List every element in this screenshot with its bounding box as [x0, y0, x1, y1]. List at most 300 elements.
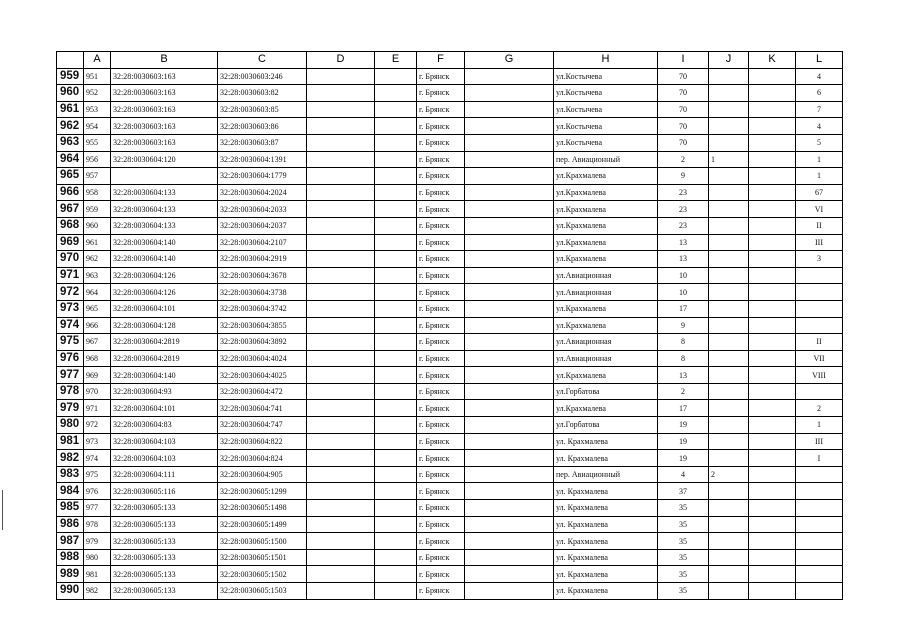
- cell-col-c[interactable]: 32:28:0030604:822: [218, 433, 307, 450]
- cell-col-f[interactable]: г. Брянск: [417, 367, 465, 384]
- row-header[interactable]: 978: [57, 383, 84, 400]
- cell-col-k[interactable]: [749, 367, 796, 384]
- cell-col-l[interactable]: VII: [796, 350, 843, 367]
- cell-col-e[interactable]: [375, 267, 417, 284]
- cell-col-b[interactable]: 32:28:0030604:140: [111, 251, 218, 268]
- cell-col-d[interactable]: [307, 251, 375, 268]
- cell-col-e[interactable]: [375, 367, 417, 384]
- cell-col-d[interactable]: [307, 483, 375, 500]
- cell-col-d[interactable]: [307, 168, 375, 185]
- cell-col-e[interactable]: [375, 68, 417, 85]
- cell-col-i[interactable]: 35: [658, 549, 709, 566]
- cell-col-l[interactable]: 3: [796, 251, 843, 268]
- cell-col-i[interactable]: 23: [658, 201, 709, 218]
- cell-col-l[interactable]: [796, 583, 843, 600]
- cell-col-a[interactable]: 959: [84, 201, 111, 218]
- cell-col-e[interactable]: [375, 317, 417, 334]
- cell-col-g[interactable]: [465, 284, 554, 301]
- cell-col-i[interactable]: 70: [658, 118, 709, 135]
- cell-col-h[interactable]: ул.Крахмалева: [554, 367, 658, 384]
- cell-col-l[interactable]: [796, 566, 843, 583]
- cell-col-k[interactable]: [749, 466, 796, 483]
- row-header[interactable]: 971: [57, 267, 84, 284]
- cell-col-b[interactable]: 32:28:0030605:116: [111, 483, 218, 500]
- row-header[interactable]: 979: [57, 400, 84, 417]
- cell-col-l[interactable]: II: [796, 334, 843, 351]
- cell-col-i[interactable]: 2: [658, 151, 709, 168]
- cell-col-e[interactable]: [375, 400, 417, 417]
- cell-col-f[interactable]: г. Брянск: [417, 184, 465, 201]
- cell-col-e[interactable]: [375, 566, 417, 583]
- cell-col-g[interactable]: [465, 85, 554, 102]
- cell-col-c[interactable]: 32:28:0030604:3892: [218, 334, 307, 351]
- cell-col-j[interactable]: [709, 383, 749, 400]
- cell-col-c[interactable]: 32:28:0030604:3742: [218, 300, 307, 317]
- cell-col-e[interactable]: [375, 184, 417, 201]
- cell-col-j[interactable]: [709, 450, 749, 467]
- row-header[interactable]: 962: [57, 118, 84, 135]
- cell-col-c[interactable]: 32:28:0030605:1502: [218, 566, 307, 583]
- row-header[interactable]: 974: [57, 317, 84, 334]
- cell-col-c[interactable]: 32:28:0030604:741: [218, 400, 307, 417]
- cell-col-f[interactable]: г. Брянск: [417, 500, 465, 517]
- cell-col-b[interactable]: 32:28:0030604:111: [111, 466, 218, 483]
- cell-col-g[interactable]: [465, 267, 554, 284]
- column-header-e[interactable]: E: [375, 52, 417, 69]
- row-header[interactable]: 983: [57, 466, 84, 483]
- cell-col-h[interactable]: ул.Костычева: [554, 85, 658, 102]
- cell-col-l[interactable]: 2: [796, 400, 843, 417]
- cell-col-i[interactable]: 70: [658, 134, 709, 151]
- cell-col-i[interactable]: 19: [658, 433, 709, 450]
- row-header[interactable]: 972: [57, 284, 84, 301]
- cell-col-i[interactable]: 17: [658, 400, 709, 417]
- cell-col-g[interactable]: [465, 101, 554, 118]
- row-header[interactable]: 981: [57, 433, 84, 450]
- cell-col-d[interactable]: [307, 134, 375, 151]
- cell-col-b[interactable]: 32:28:0030605:133: [111, 533, 218, 550]
- cell-col-d[interactable]: [307, 85, 375, 102]
- row-header[interactable]: 969: [57, 234, 84, 251]
- cell-col-j[interactable]: [709, 350, 749, 367]
- cell-col-h[interactable]: ул.Крахмалева: [554, 217, 658, 234]
- cell-col-a[interactable]: 965: [84, 300, 111, 317]
- cell-col-b[interactable]: 32:28:0030605:133: [111, 549, 218, 566]
- row-header[interactable]: 959: [57, 68, 84, 85]
- cell-col-j[interactable]: [709, 217, 749, 234]
- cell-col-g[interactable]: [465, 317, 554, 334]
- cell-col-l[interactable]: 5: [796, 134, 843, 151]
- cell-col-j[interactable]: [709, 118, 749, 135]
- cell-col-j[interactable]: [709, 234, 749, 251]
- cell-col-e[interactable]: [375, 85, 417, 102]
- cell-col-j[interactable]: [709, 566, 749, 583]
- cell-col-h[interactable]: ул. Крахмалева: [554, 549, 658, 566]
- cell-col-g[interactable]: [465, 334, 554, 351]
- cell-col-a[interactable]: 961: [84, 234, 111, 251]
- cell-col-c[interactable]: 32:28:0030604:2107: [218, 234, 307, 251]
- cell-col-f[interactable]: г. Брянск: [417, 300, 465, 317]
- row-header[interactable]: 963: [57, 134, 84, 151]
- cell-col-d[interactable]: [307, 317, 375, 334]
- cell-col-h[interactable]: ул.Костычева: [554, 68, 658, 85]
- cell-col-c[interactable]: 32:28:0030604:1779: [218, 168, 307, 185]
- cell-col-a[interactable]: 953: [84, 101, 111, 118]
- cell-col-i[interactable]: 70: [658, 101, 709, 118]
- cell-col-c[interactable]: 32:28:0030605:1498: [218, 500, 307, 517]
- cell-col-d[interactable]: [307, 217, 375, 234]
- cell-col-l[interactable]: III: [796, 433, 843, 450]
- column-header-j[interactable]: J: [709, 52, 749, 69]
- cell-col-j[interactable]: 1: [709, 151, 749, 168]
- cell-col-g[interactable]: [465, 151, 554, 168]
- cell-col-j[interactable]: [709, 168, 749, 185]
- cell-col-i[interactable]: 8: [658, 350, 709, 367]
- cell-col-k[interactable]: [749, 483, 796, 500]
- cell-col-k[interactable]: [749, 350, 796, 367]
- cell-col-e[interactable]: [375, 466, 417, 483]
- cell-col-k[interactable]: [749, 500, 796, 517]
- cell-col-d[interactable]: [307, 201, 375, 218]
- cell-col-i[interactable]: 19: [658, 450, 709, 467]
- cell-col-j[interactable]: [709, 433, 749, 450]
- cell-col-i[interactable]: 70: [658, 68, 709, 85]
- cell-col-f[interactable]: г. Брянск: [417, 151, 465, 168]
- column-header-a[interactable]: A: [84, 52, 111, 69]
- row-header[interactable]: 990: [57, 583, 84, 600]
- cell-col-h[interactable]: ул.Авиационная: [554, 267, 658, 284]
- column-header-c[interactable]: C: [218, 52, 307, 69]
- cell-col-k[interactable]: [749, 101, 796, 118]
- cell-col-f[interactable]: г. Брянск: [417, 134, 465, 151]
- row-header[interactable]: 980: [57, 417, 84, 434]
- cell-col-a[interactable]: 967: [84, 334, 111, 351]
- row-header[interactable]: 976: [57, 350, 84, 367]
- cell-col-b[interactable]: 32:28:0030604:103: [111, 450, 218, 467]
- cell-col-h[interactable]: ул. Крахмалева: [554, 483, 658, 500]
- cell-col-d[interactable]: [307, 151, 375, 168]
- cell-col-a[interactable]: 982: [84, 583, 111, 600]
- cell-col-a[interactable]: 970: [84, 383, 111, 400]
- cell-col-j[interactable]: 2: [709, 466, 749, 483]
- cell-col-h[interactable]: ул.Крахмалева: [554, 201, 658, 218]
- cell-col-a[interactable]: 978: [84, 516, 111, 533]
- cell-col-a[interactable]: 969: [84, 367, 111, 384]
- row-header[interactable]: 966: [57, 184, 84, 201]
- row-header[interactable]: 986: [57, 516, 84, 533]
- cell-col-e[interactable]: [375, 500, 417, 517]
- cell-col-i[interactable]: 13: [658, 251, 709, 268]
- cell-col-k[interactable]: [749, 217, 796, 234]
- cell-col-a[interactable]: 966: [84, 317, 111, 334]
- cell-col-k[interactable]: [749, 450, 796, 467]
- cell-col-j[interactable]: [709, 417, 749, 434]
- cell-col-f[interactable]: г. Брянск: [417, 217, 465, 234]
- cell-col-k[interactable]: [749, 433, 796, 450]
- cell-col-l[interactable]: III: [796, 234, 843, 251]
- cell-col-k[interactable]: [749, 334, 796, 351]
- cell-col-l[interactable]: [796, 483, 843, 500]
- cell-col-k[interactable]: [749, 267, 796, 284]
- cell-col-a[interactable]: 968: [84, 350, 111, 367]
- cell-col-c[interactable]: 32:28:0030604:2024: [218, 184, 307, 201]
- cell-col-a[interactable]: 960: [84, 217, 111, 234]
- cell-col-c[interactable]: 32:28:0030604:3855: [218, 317, 307, 334]
- cell-col-c[interactable]: 32:28:0030604:905: [218, 466, 307, 483]
- row-header[interactable]: 970: [57, 251, 84, 268]
- row-header[interactable]: 967: [57, 201, 84, 218]
- cell-col-h[interactable]: ул.Крахмалева: [554, 300, 658, 317]
- cell-col-f[interactable]: г. Брянск: [417, 85, 465, 102]
- cell-col-l[interactable]: 1: [796, 168, 843, 185]
- cell-col-h[interactable]: ул.Крахмалева: [554, 184, 658, 201]
- cell-col-c[interactable]: 32:28:0030604:3678: [218, 267, 307, 284]
- cell-col-b[interactable]: 32:28:0030605:133: [111, 516, 218, 533]
- cell-col-i[interactable]: 13: [658, 367, 709, 384]
- cell-col-l[interactable]: 1: [796, 151, 843, 168]
- row-header[interactable]: 984: [57, 483, 84, 500]
- cell-col-g[interactable]: [465, 533, 554, 550]
- cell-col-b[interactable]: 32:28:0030604:133: [111, 201, 218, 218]
- cell-col-e[interactable]: [375, 251, 417, 268]
- cell-col-k[interactable]: [749, 566, 796, 583]
- cell-col-f[interactable]: г. Брянск: [417, 383, 465, 400]
- cell-col-g[interactable]: [465, 450, 554, 467]
- cell-col-d[interactable]: [307, 267, 375, 284]
- cell-col-i[interactable]: 9: [658, 168, 709, 185]
- cell-col-j[interactable]: [709, 549, 749, 566]
- row-header[interactable]: 964: [57, 151, 84, 168]
- cell-col-e[interactable]: [375, 583, 417, 600]
- cell-col-f[interactable]: г. Брянск: [417, 566, 465, 583]
- cell-col-c[interactable]: 32:28:0030604:4025: [218, 367, 307, 384]
- cell-col-e[interactable]: [375, 483, 417, 500]
- cell-col-j[interactable]: [709, 101, 749, 118]
- cell-col-g[interactable]: [465, 184, 554, 201]
- cell-col-d[interactable]: [307, 417, 375, 434]
- cell-col-i[interactable]: 13: [658, 234, 709, 251]
- cell-col-d[interactable]: [307, 300, 375, 317]
- cell-col-h[interactable]: ул.Костычева: [554, 101, 658, 118]
- cell-col-d[interactable]: [307, 450, 375, 467]
- cell-col-e[interactable]: [375, 433, 417, 450]
- cell-col-l[interactable]: 4: [796, 118, 843, 135]
- cell-col-g[interactable]: [465, 500, 554, 517]
- cell-col-f[interactable]: г. Брянск: [417, 168, 465, 185]
- cell-col-b[interactable]: 32:28:0030604:101: [111, 300, 218, 317]
- cell-col-b[interactable]: 32:28:0030604:93: [111, 383, 218, 400]
- cell-col-h[interactable]: ул.Крахмалева: [554, 251, 658, 268]
- cell-col-b[interactable]: 32:28:0030604:133: [111, 217, 218, 234]
- cell-col-l[interactable]: 4: [796, 68, 843, 85]
- cell-col-e[interactable]: [375, 549, 417, 566]
- cell-col-f[interactable]: г. Брянск: [417, 350, 465, 367]
- cell-col-f[interactable]: г. Брянск: [417, 417, 465, 434]
- cell-col-g[interactable]: [465, 566, 554, 583]
- cell-col-b[interactable]: 32:28:0030604:83: [111, 417, 218, 434]
- cell-col-e[interactable]: [375, 300, 417, 317]
- cell-col-b[interactable]: 32:28:0030604:140: [111, 367, 218, 384]
- cell-col-j[interactable]: [709, 251, 749, 268]
- cell-col-d[interactable]: [307, 101, 375, 118]
- cell-col-b[interactable]: 32:28:0030603:163: [111, 68, 218, 85]
- cell-col-g[interactable]: [465, 433, 554, 450]
- cell-col-b[interactable]: 32:28:0030604:128: [111, 317, 218, 334]
- cell-col-h[interactable]: пер. Авиационный: [554, 151, 658, 168]
- cell-col-b[interactable]: 32:28:0030603:163: [111, 101, 218, 118]
- cell-col-e[interactable]: [375, 168, 417, 185]
- cell-col-b[interactable]: 32:28:0030604:2819: [111, 334, 218, 351]
- cell-col-k[interactable]: [749, 184, 796, 201]
- cell-col-e[interactable]: [375, 151, 417, 168]
- cell-col-j[interactable]: [709, 500, 749, 517]
- cell-col-i[interactable]: 19: [658, 417, 709, 434]
- cell-col-a[interactable]: 973: [84, 433, 111, 450]
- cell-col-h[interactable]: ул.Крахмалева: [554, 234, 658, 251]
- cell-col-e[interactable]: [375, 350, 417, 367]
- cell-col-g[interactable]: [465, 549, 554, 566]
- cell-col-h[interactable]: ул.Крахмалева: [554, 168, 658, 185]
- cell-col-l[interactable]: 6: [796, 85, 843, 102]
- cell-col-j[interactable]: [709, 284, 749, 301]
- cell-col-g[interactable]: [465, 583, 554, 600]
- cell-col-g[interactable]: [465, 383, 554, 400]
- cell-col-h[interactable]: ул.Авиационная: [554, 284, 658, 301]
- cell-col-g[interactable]: [465, 68, 554, 85]
- cell-col-d[interactable]: [307, 234, 375, 251]
- column-header-g[interactable]: G: [465, 52, 554, 69]
- cell-col-c[interactable]: 32:28:0030604:4024: [218, 350, 307, 367]
- cell-col-k[interactable]: [749, 533, 796, 550]
- cell-col-d[interactable]: [307, 500, 375, 517]
- cell-col-g[interactable]: [465, 417, 554, 434]
- cell-col-g[interactable]: [465, 134, 554, 151]
- cell-col-f[interactable]: г. Брянск: [417, 400, 465, 417]
- row-header[interactable]: 977: [57, 367, 84, 384]
- cell-col-h[interactable]: ул.Авиационная: [554, 334, 658, 351]
- cell-col-l[interactable]: VI: [796, 201, 843, 218]
- cell-col-k[interactable]: [749, 68, 796, 85]
- cell-col-a[interactable]: 963: [84, 267, 111, 284]
- cell-col-c[interactable]: 32:28:0030604:2033: [218, 201, 307, 218]
- cell-col-c[interactable]: 32:28:0030605:1501: [218, 549, 307, 566]
- cell-col-f[interactable]: г. Брянск: [417, 583, 465, 600]
- cell-col-f[interactable]: г. Брянск: [417, 450, 465, 467]
- cell-col-j[interactable]: [709, 367, 749, 384]
- cell-col-f[interactable]: г. Брянск: [417, 284, 465, 301]
- cell-col-i[interactable]: 2: [658, 383, 709, 400]
- cell-col-a[interactable]: 975: [84, 466, 111, 483]
- cell-col-c[interactable]: 32:28:0030603:246: [218, 68, 307, 85]
- cell-col-h[interactable]: ул. Крахмалева: [554, 583, 658, 600]
- cell-col-d[interactable]: [307, 334, 375, 351]
- cell-col-h[interactable]: ул. Крахмалева: [554, 533, 658, 550]
- cell-col-k[interactable]: [749, 516, 796, 533]
- cell-col-k[interactable]: [749, 549, 796, 566]
- cell-col-e[interactable]: [375, 134, 417, 151]
- cell-col-h[interactable]: ул.Крахмалева: [554, 317, 658, 334]
- cell-col-e[interactable]: [375, 334, 417, 351]
- cell-col-j[interactable]: [709, 68, 749, 85]
- cell-col-e[interactable]: [375, 118, 417, 135]
- cell-col-i[interactable]: 10: [658, 284, 709, 301]
- cell-col-d[interactable]: [307, 583, 375, 600]
- cell-col-g[interactable]: [465, 234, 554, 251]
- cell-col-e[interactable]: [375, 217, 417, 234]
- cell-col-k[interactable]: [749, 400, 796, 417]
- cell-col-a[interactable]: 977: [84, 500, 111, 517]
- cell-col-c[interactable]: 32:28:0030604:2919: [218, 251, 307, 268]
- cell-col-l[interactable]: 67: [796, 184, 843, 201]
- cell-col-l[interactable]: [796, 466, 843, 483]
- cell-col-a[interactable]: 974: [84, 450, 111, 467]
- cell-col-d[interactable]: [307, 566, 375, 583]
- cell-col-f[interactable]: г. Брянск: [417, 549, 465, 566]
- column-header-l[interactable]: L: [796, 52, 843, 69]
- cell-col-i[interactable]: 9: [658, 317, 709, 334]
- cell-col-h[interactable]: ул. Крахмалева: [554, 433, 658, 450]
- cell-col-f[interactable]: г. Брянск: [417, 101, 465, 118]
- cell-col-a[interactable]: 957: [84, 168, 111, 185]
- cell-col-c[interactable]: 32:28:0030603:85: [218, 101, 307, 118]
- cell-col-j[interactable]: [709, 300, 749, 317]
- row-header[interactable]: 985: [57, 500, 84, 517]
- cell-col-e[interactable]: [375, 450, 417, 467]
- cell-col-g[interactable]: [465, 251, 554, 268]
- cell-col-b[interactable]: 32:28:0030604:120: [111, 151, 218, 168]
- cell-col-h[interactable]: ул. Крахмалева: [554, 516, 658, 533]
- cell-col-i[interactable]: 23: [658, 217, 709, 234]
- cell-col-f[interactable]: г. Брянск: [417, 334, 465, 351]
- cell-col-i[interactable]: 8: [658, 334, 709, 351]
- cell-col-i[interactable]: 10: [658, 267, 709, 284]
- cell-col-i[interactable]: 37: [658, 483, 709, 500]
- cell-col-l[interactable]: [796, 300, 843, 317]
- cell-col-e[interactable]: [375, 533, 417, 550]
- cell-col-e[interactable]: [375, 516, 417, 533]
- cell-col-g[interactable]: [465, 466, 554, 483]
- cell-col-h[interactable]: ул.Костычева: [554, 134, 658, 151]
- cell-col-g[interactable]: [465, 217, 554, 234]
- cell-col-l[interactable]: [796, 383, 843, 400]
- cell-col-b[interactable]: 32:28:0030605:133: [111, 583, 218, 600]
- cell-col-c[interactable]: 32:28:0030605:1500: [218, 533, 307, 550]
- row-header[interactable]: 961: [57, 101, 84, 118]
- cell-col-a[interactable]: 971: [84, 400, 111, 417]
- cell-col-c[interactable]: 32:28:0030604:3738: [218, 284, 307, 301]
- cell-col-f[interactable]: г. Брянск: [417, 483, 465, 500]
- cell-col-g[interactable]: [465, 201, 554, 218]
- cell-col-j[interactable]: [709, 533, 749, 550]
- cell-col-g[interactable]: [465, 168, 554, 185]
- cell-col-j[interactable]: [709, 134, 749, 151]
- cell-col-a[interactable]: 958: [84, 184, 111, 201]
- cell-col-e[interactable]: [375, 417, 417, 434]
- cell-col-g[interactable]: [465, 367, 554, 384]
- cell-col-h[interactable]: ул. Крахмалева: [554, 450, 658, 467]
- cell-col-k[interactable]: [749, 251, 796, 268]
- cell-col-f[interactable]: г. Брянск: [417, 433, 465, 450]
- cell-col-c[interactable]: 32:28:0030604:2037: [218, 217, 307, 234]
- cell-col-k[interactable]: [749, 151, 796, 168]
- cell-col-j[interactable]: [709, 267, 749, 284]
- cell-col-b[interactable]: 32:28:0030604:126: [111, 267, 218, 284]
- cell-col-i[interactable]: 70: [658, 85, 709, 102]
- cell-col-l[interactable]: [796, 516, 843, 533]
- cell-col-f[interactable]: г. Брянск: [417, 267, 465, 284]
- cell-col-d[interactable]: [307, 284, 375, 301]
- cell-col-b[interactable]: 32:28:0030604:133: [111, 184, 218, 201]
